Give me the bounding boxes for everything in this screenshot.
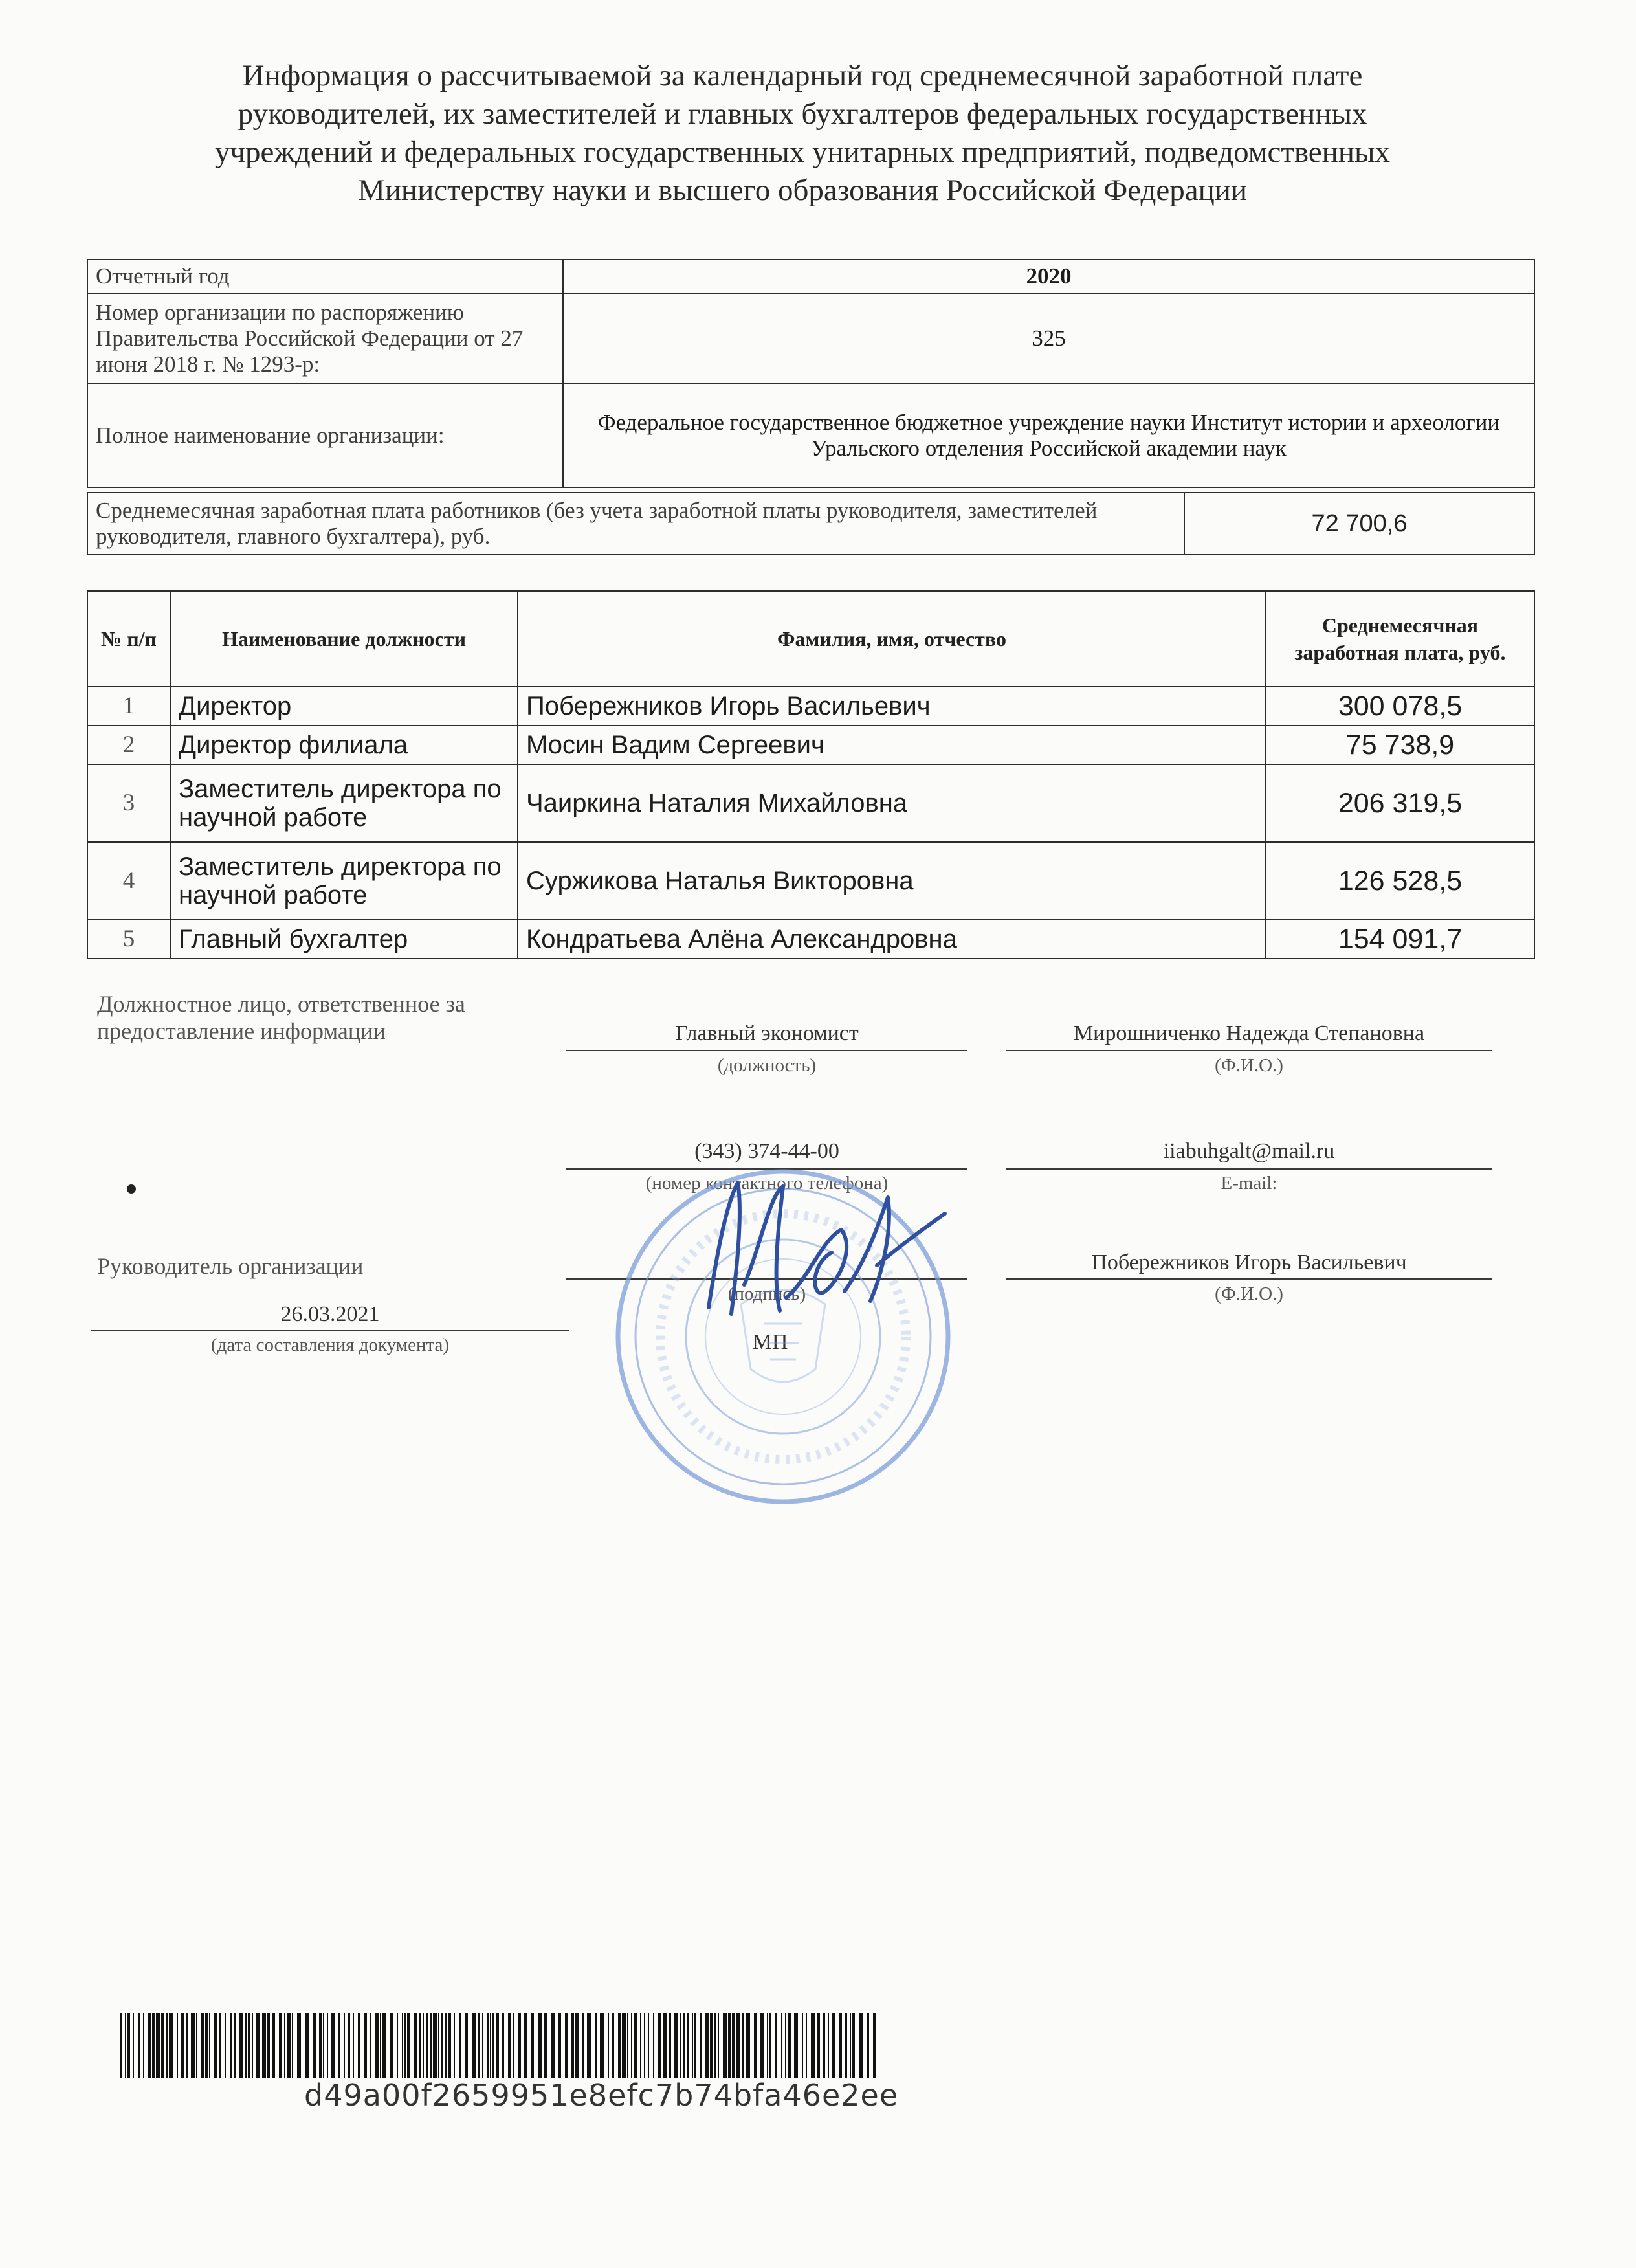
barcode-bar	[459, 2013, 461, 2078]
barcode-bar	[502, 2013, 504, 2078]
row-position: Заместитель директора по научной работе	[170, 764, 518, 842]
barcode-bar	[454, 2013, 455, 2078]
barcode-bar	[823, 2013, 825, 2078]
barcode-bar	[358, 2013, 360, 2078]
barcode-bar	[788, 2013, 791, 2078]
org-name-label: Полное наименование организации:	[87, 384, 563, 487]
barcode-bar	[125, 2013, 126, 2078]
barcode-bar	[692, 2013, 693, 2078]
barcode-bar	[138, 2013, 140, 2078]
organization-info-table	[87, 259, 1535, 488]
barcode-bar	[305, 2013, 309, 2078]
row-salary: 300 078,5	[1266, 687, 1534, 726]
barcode-bar	[331, 2013, 335, 2078]
barcode-bar	[587, 2013, 591, 2078]
barcode-bar	[723, 2013, 727, 2078]
barcode-bar	[565, 2013, 568, 2078]
barcode-bar	[544, 2013, 547, 2078]
barcode-bar	[732, 2013, 735, 2078]
barcode-bar	[694, 2013, 696, 2078]
stamp-caption: МП	[752, 1330, 788, 1354]
barcode-bar	[710, 2013, 713, 2078]
row-name: Кондратьева Алёна Александровна	[518, 920, 1266, 959]
barcode-bar	[272, 2013, 275, 2078]
responsible-position: Главный экономист	[675, 1021, 859, 1045]
org-name-value: Федеральное государственное бюджетное учреждение науки Институт истории и археологии Уральского отделения Российской академии наук	[563, 384, 1534, 487]
barcode-bar	[448, 2013, 451, 2078]
title-line-2: руководителей, их заместителей и главных бухгалтеров федеральных государственных	[238, 97, 1367, 131]
barcode-bar	[718, 2013, 719, 2078]
barcode-bar	[839, 2013, 842, 2078]
barcode-bar	[143, 2013, 144, 2078]
barcode-bar	[205, 2013, 208, 2078]
barcode-bar	[736, 2013, 740, 2078]
barcode-bar	[284, 2013, 285, 2078]
barcode-bar	[754, 2013, 757, 2078]
barcode-bar	[161, 2013, 164, 2078]
year-label: Отчетный год	[87, 260, 563, 293]
barcode-bar	[571, 2013, 574, 2078]
row-name: Чаиркина Наталия Михайловна	[518, 764, 1266, 842]
barcode-bar	[397, 2013, 398, 2078]
row-number: 3	[87, 764, 170, 842]
barcode-bar	[292, 2013, 293, 2078]
barcode-bar	[256, 2013, 260, 2078]
barcode-bar	[508, 2013, 511, 2078]
barcode-bar	[850, 2013, 851, 2078]
barcode-bar	[608, 2013, 609, 2078]
info-row-org-name	[87, 384, 1534, 487]
row-salary: 154 091,7	[1266, 920, 1534, 959]
table-row	[87, 842, 1534, 920]
head-name-line	[1006, 1278, 1492, 1280]
info-row-year	[87, 260, 1534, 293]
barcode-bar	[817, 2013, 820, 2078]
barcode-bar	[873, 2013, 876, 2078]
barcode-bar	[775, 2013, 777, 2078]
row-number: 2	[87, 726, 170, 764]
barcode-bar	[472, 2013, 476, 2078]
barcode-bar	[196, 2013, 197, 2078]
barcode-bar	[714, 2013, 716, 2078]
barcode-bar	[166, 2013, 168, 2078]
barcode-bar	[390, 2013, 393, 2078]
barcode-bar	[674, 2013, 678, 2078]
barcode-bar	[191, 2013, 195, 2078]
year-value: 2020	[563, 260, 1534, 293]
barcode-bar	[148, 2013, 151, 2078]
barcode-bar	[201, 2013, 204, 2078]
barcode-bar	[634, 2013, 637, 2078]
barcode-bar	[513, 2013, 514, 2078]
position-caption: (должность)	[717, 1055, 817, 1076]
head-fio-caption: (Ф.И.О.)	[1215, 1284, 1283, 1304]
date-caption: (дата составления документа)	[210, 1335, 450, 1355]
position-line	[566, 1050, 967, 1051]
barcode-bar	[287, 2013, 291, 2078]
average-salary-label: Среднемесячная заработная плата работников (без учета заработной платы руководителя, заместителей руководителя, главного бухгалтера), руб.	[87, 493, 1184, 555]
barcode-bar	[680, 2013, 681, 2078]
barcode-bar	[832, 2013, 835, 2078]
header-position: Наименование должности	[170, 591, 518, 687]
barcode-bar	[683, 2013, 685, 2078]
barcode-bar	[806, 2013, 807, 2078]
barcode-bar	[344, 2013, 345, 2078]
barcode-bar	[781, 2013, 782, 2078]
barcode-bar	[700, 2013, 702, 2078]
row-position: Главный бухгалтер	[170, 920, 518, 959]
barcode-bar	[402, 2013, 403, 2078]
email-caption: E-mail:	[1221, 1173, 1277, 1194]
barcode-bar	[219, 2013, 221, 2078]
fio-caption: (Ф.И.О.)	[1215, 1055, 1283, 1076]
barcode-bar	[225, 2013, 226, 2078]
barcode-bar	[828, 2013, 829, 2078]
date-line	[91, 1330, 569, 1331]
barcode-bar	[669, 2013, 671, 2078]
barcode-bar	[248, 2013, 250, 2078]
barcode-bar	[663, 2013, 667, 2078]
header-salary: Среднемесячная заработная плата, руб.	[1266, 591, 1534, 687]
barcode-bar	[845, 2013, 847, 2078]
barcode-bar	[375, 2013, 379, 2078]
barcode-bar	[370, 2013, 371, 2078]
barcode-bar	[794, 2013, 798, 2078]
barcode-bar	[728, 2013, 731, 2078]
barcode-bar	[538, 2013, 542, 2078]
barcode-bar	[640, 2013, 641, 2078]
barcode-bar	[327, 2013, 328, 2078]
barcode-bar	[785, 2013, 786, 2078]
barcode-bar	[267, 2013, 270, 2078]
barcode-bar	[169, 2013, 173, 2078]
row-position: Директор	[170, 687, 518, 726]
barcode-bar	[426, 2013, 428, 2078]
barcode-bar	[524, 2013, 527, 2078]
row-salary: 206 319,5	[1266, 764, 1534, 842]
barcode-bar	[364, 2013, 367, 2078]
barcode-bar	[658, 2013, 661, 2078]
barcode-bar	[319, 2013, 322, 2078]
barcode-bar	[177, 2013, 178, 2078]
barcode-bar	[644, 2013, 645, 2078]
head-label: Руководитель организации	[97, 1253, 364, 1279]
barcode-bar	[279, 2013, 282, 2078]
barcode-bar	[622, 2013, 626, 2078]
average-salary-table	[87, 492, 1535, 555]
barcode-bar	[323, 2013, 324, 2078]
average-salary-value: 72 700,6	[1184, 493, 1534, 555]
barcode-bar	[338, 2013, 340, 2078]
barcode-bar	[518, 2013, 521, 2078]
table-row	[87, 920, 1534, 959]
barcode-bar	[441, 2013, 443, 2078]
row-name: Побережников Игорь Васильевич	[518, 687, 1266, 726]
barcode-bar	[186, 2013, 188, 2078]
barcode-bar	[582, 2013, 584, 2078]
barcode-bar	[627, 2013, 628, 2078]
info-row-org-number	[87, 293, 1534, 384]
table-row	[87, 726, 1534, 764]
barcode-bar	[852, 2013, 855, 2078]
row-name: Суржикова Наталья Викторовна	[518, 842, 1266, 920]
handwritten-signature	[647, 1168, 958, 1330]
barcode-bar	[618, 2013, 621, 2078]
row-number: 5	[87, 920, 170, 959]
document-date: 26.03.2021	[280, 1302, 380, 1326]
barcode-bar	[653, 2013, 654, 2078]
barcode-bar	[746, 2013, 750, 2078]
barcode-bar	[531, 2013, 534, 2078]
scan-dot	[127, 1184, 136, 1194]
barcode-bar	[423, 2013, 424, 2078]
barcode-bar	[482, 2013, 483, 2078]
barcode-bar	[595, 2013, 597, 2078]
row-position: Заместитель директора по научной работе	[170, 842, 518, 920]
responsible-label-line-2: предоставление информации	[97, 1018, 386, 1044]
barcode-bar	[407, 2013, 410, 2078]
row-number: 1	[87, 687, 170, 726]
barcode-bar	[181, 2013, 184, 2078]
barcode-bar	[867, 2013, 869, 2078]
row-position: Директор филиала	[170, 726, 518, 764]
title-line-1: Информация о рассчитываемой за календарный год среднемесячной заработной плате	[242, 59, 1363, 93]
document-barcode	[120, 2013, 883, 2078]
barcode-bar	[133, 2013, 134, 2078]
barcode-bar	[648, 2013, 649, 2078]
barcode-bar	[490, 2013, 491, 2078]
signature-caption: (подпись)	[727, 1284, 806, 1304]
barcode-bar	[760, 2013, 764, 2078]
barcode-bar	[496, 2013, 499, 2078]
barcode-bar	[811, 2013, 815, 2078]
contact-phone: (343) 374-44-00	[694, 1139, 839, 1163]
head-name: Побережников Игорь Васильевич	[1091, 1251, 1407, 1274]
responsible-name-line	[1006, 1050, 1492, 1051]
barcode-bar	[209, 2013, 210, 2078]
barcode-hash: d49a00f2659951e8efc7b74bfa46e2ee	[304, 2078, 899, 2113]
barcode-bar	[419, 2013, 421, 2078]
header-number: № п/п	[87, 591, 170, 687]
average-salary-row	[87, 493, 1534, 555]
barcode-bar	[612, 2013, 614, 2078]
barcode-bar	[438, 2013, 439, 2078]
contact-email: iiabuhgalt@mail.ru	[1163, 1139, 1335, 1163]
org-number-label: Номер организации по распоряжению Правительства Российской Федерации от 27 июня 2018 г. № 1293-р:	[87, 293, 563, 384]
barcode-bar	[262, 2013, 266, 2078]
barcode-bar	[487, 2013, 489, 2078]
responsible-label-line-1: Должностное лицо, ответственное за	[97, 991, 465, 1017]
barcode-bar	[631, 2013, 632, 2078]
barcode-bar	[156, 2013, 160, 2078]
org-number-value: 325	[563, 293, 1534, 384]
phone-caption: (номер контактного телефона)	[645, 1173, 889, 1194]
barcode-bar	[230, 2013, 232, 2078]
barcode-bar	[245, 2013, 247, 2078]
barcode-bar	[465, 2013, 468, 2078]
barcode-bar	[600, 2013, 604, 2078]
barcode-bar	[478, 2013, 480, 2078]
barcode-bar	[353, 2013, 354, 2078]
row-salary: 75 738,9	[1266, 726, 1534, 764]
barcode-bar	[742, 2013, 744, 2078]
responsible-name: Мирошниченко Надежда Степановна	[1073, 1021, 1425, 1045]
row-name: Мосин Вадим Сергеевич	[518, 726, 1266, 764]
email-line	[1006, 1168, 1492, 1170]
barcode-bar	[558, 2013, 561, 2078]
barcode-bar	[239, 2013, 243, 2078]
barcode-bar	[348, 2013, 350, 2078]
barcode-bar	[120, 2013, 122, 2078]
table-row	[87, 687, 1534, 726]
barcode-bar	[433, 2013, 437, 2078]
header-name: Фамилия, имя, отчество	[518, 591, 1266, 687]
document-title	[116, 57, 1488, 210]
barcode-bar	[313, 2013, 316, 2078]
title-line-4: Министерству науки и высшего образования Российской Федерации	[357, 173, 1248, 207]
barcode-bar	[802, 2013, 803, 2078]
row-salary: 126 528,5	[1266, 842, 1534, 920]
barcode-bar	[382, 2013, 386, 2078]
barcode-bar	[404, 2013, 406, 2078]
salary-table-header	[87, 591, 1534, 687]
barcode-bar	[705, 2013, 709, 2078]
barcode-bar	[575, 2013, 579, 2078]
row-number: 4	[87, 842, 170, 920]
table-row	[87, 764, 1534, 842]
barcode-bar	[152, 2013, 155, 2078]
barcode-bar	[430, 2013, 432, 2078]
barcode-bar	[445, 2013, 447, 2078]
barcode-bar	[214, 2013, 217, 2078]
barcode-bar	[414, 2013, 417, 2078]
barcode-bar	[234, 2013, 236, 2078]
barcode-bar	[767, 2013, 768, 2078]
barcode-bar	[769, 2013, 771, 2078]
barcode-bar	[687, 2013, 689, 2078]
barcode-bar	[380, 2013, 381, 2078]
barcode-bar	[297, 2013, 301, 2078]
barcode-bar	[252, 2013, 253, 2078]
salary-table	[87, 590, 1535, 959]
barcode-bar	[859, 2013, 863, 2078]
barcode-bar	[492, 2013, 494, 2078]
title-line-3: учреждений и федеральных государственных унитарных предприятий, подведомственных	[214, 135, 1391, 169]
barcode-bar	[551, 2013, 555, 2078]
barcode-bar	[127, 2013, 130, 2078]
